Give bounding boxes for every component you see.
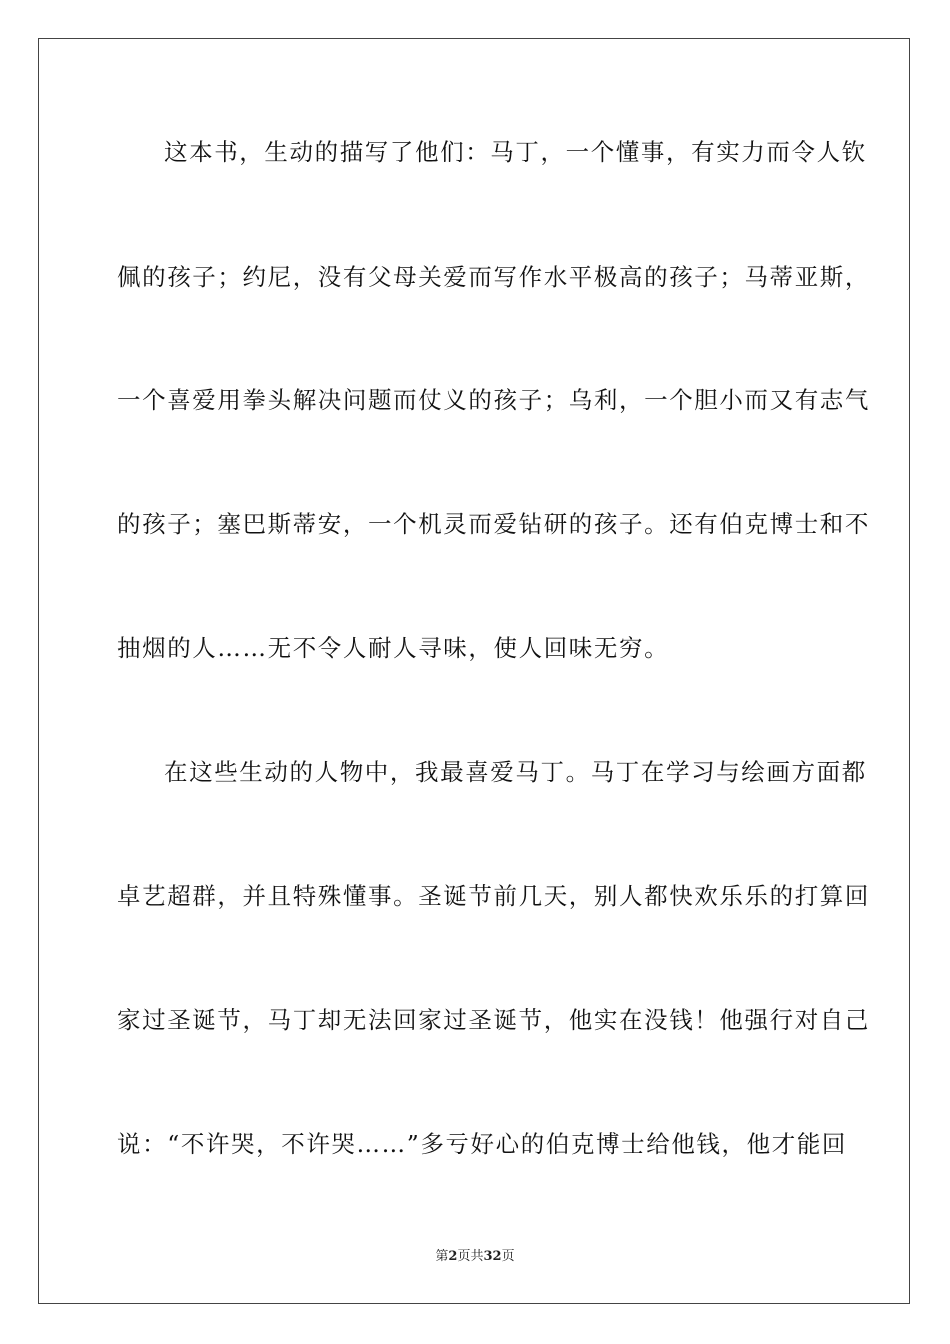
paragraph-2-line-4: 说：“不许哭，不许哭……”多亏好心的伯克博士给他钱，他才能回	[117, 1130, 848, 1158]
paragraph-2-line-1: 在这些生动的人物中，我最喜爱马丁。马丁在学习与绘画方面都	[164, 758, 867, 786]
paragraph-1-line-2: 佩的孩子；约尼，没有父母关爱而写作水平极高的孩子；马蒂亚斯，	[117, 263, 870, 291]
page-footer	[0, 1248, 950, 1266]
footer-total-suffix: 页	[501, 1249, 515, 1264]
paragraph-2-line-2: 卓艺超群，并且特殊懂事。圣诞节前几天，别人都快欢乐乐的打算回	[117, 882, 870, 910]
page-border	[38, 38, 910, 1304]
paragraph-1-line-1: 这本书，生动的描写了他们：马丁，一个懂事，有实力而令人钦	[164, 138, 867, 166]
footer-page-suffix: 页	[457, 1249, 471, 1264]
footer-page-prefix: 第	[435, 1249, 449, 1264]
footer-total-prefix: 共	[470, 1249, 484, 1264]
footer-page-number: 2	[448, 1249, 458, 1264]
paragraph-1-line-3: 一个喜爱用拳头解决问题而仗义的孩子；乌利，一个胆小而又有志气	[117, 386, 870, 414]
footer-total-pages: 32	[483, 1249, 502, 1264]
paragraph-2-line-3: 家过圣诞节，马丁却无法回家过圣诞节，他实在没钱！他强行对自己	[117, 1006, 870, 1034]
paragraph-1-line-5: 抽烟的人……无不令人耐人寻味，使人回味无穷。	[117, 634, 670, 662]
paragraph-1-line-4: 的孩子；塞巴斯蒂安，一个机灵而爱钻研的孩子。还有伯克博士和不	[117, 510, 870, 538]
